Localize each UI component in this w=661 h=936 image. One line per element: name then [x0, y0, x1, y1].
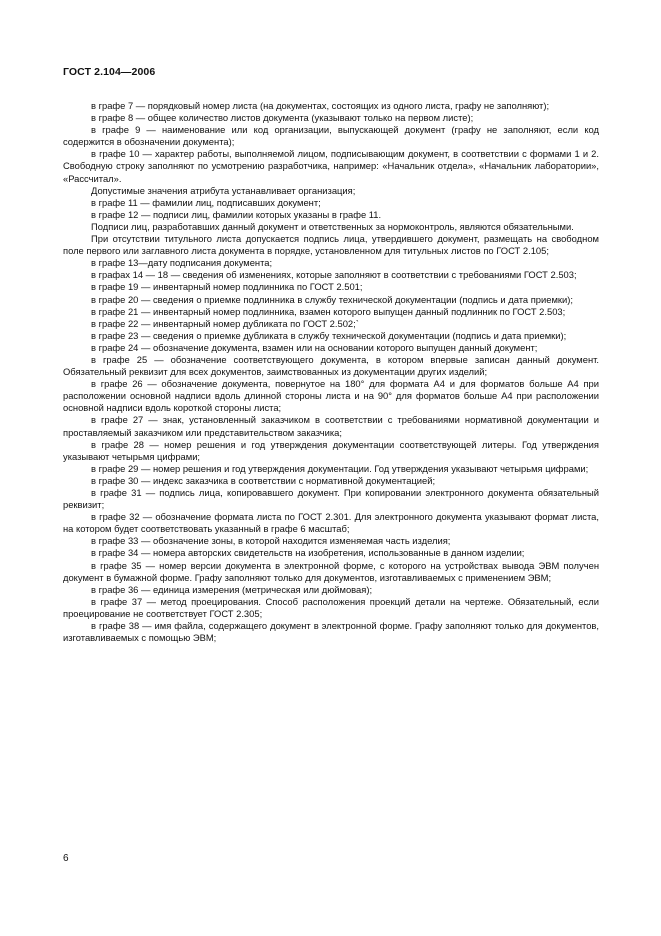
- paragraph: в графе 26 — обозначение документа, повернутое на 180° для формата А4 и для форматов больше А4 при расположении основной надписи вдоль длинной стороны листа и на 90° для форматов больше А4 при расположении основной надписи вдоль короткой стороны листа;: [63, 378, 599, 414]
- paragraph: в графе 35 — номер версии документа в электронной форме, с которого на устройствах вывода ЭВМ получен документ в бумажной форме. Графу заполняют только для документов, изготавливаемых с применением ЭВМ;: [63, 559, 599, 583]
- paragraph: в графе 7 — порядковый номер листа (на документах, состоящих из одного листа, графу не заполняют);: [91, 100, 550, 111]
- paragraph: в графе 30 — индекс заказчика в соответствии с нормативной документацией;: [91, 474, 436, 486]
- paragraph: в графе 31 — подпись лица, копировавшего документ. При копировании электронного документа обязательный реквизит;: [63, 487, 599, 511]
- paragraph: в графе 11 — фамилии лиц, подписавших документ;: [91, 196, 321, 208]
- paragraph: в графах 14 — 18 — сведения об изменениях, которые заполняют в соответствии с требованиями ГОСТ 2.503;: [91, 269, 577, 281]
- paragraph: в графе 36 — единица измерения (метрическая или дюймовая);: [91, 583, 373, 595]
- paragraph: При отсутствии титульного листа допускается подпись лица, утвердившего документ, размещать на свободном поле первого или заглавного листа документа в порядке, установленном для титульных листов по ГОСТ 2.105;: [63, 233, 599, 257]
- page-number: 6: [63, 853, 69, 864]
- paragraph: в графе 25 — обозначение соответствующего документа, в котором впервые записан данный документ. Обязательный реквизит для всех документов, заимствованных из документации других изделий;: [63, 353, 599, 378]
- paragraph: в графе 32 — обозначение формата листа по ГОСТ 2.301. Для электронного документа указывают формат листа, на котором будет соответствовать указанный в графе 6 масштаб;: [63, 511, 599, 535]
- paragraph: в графе 24 — обозначение документа, взамен или на основании которого выпущен данный документ;: [91, 341, 538, 353]
- paragraph: в графе 38 — имя файла, содержащего документ в электронной форме. Графу заполняют только для документов, изготавливаемых с помощью ЭВМ;: [63, 620, 599, 644]
- document-body: [63, 100, 599, 644]
- paragraph: в графе 29 — номер решения и год утверждения документации. Год утверждения указывают четырьмя цифрами;: [91, 462, 589, 474]
- paragraph: в графе 8 — общее количество листов документа (указывают только на первом листе);: [91, 112, 474, 124]
- paragraph: в графе 27 — знак, установленный заказчиком в соответствии с требованиями нормативной документации и проставляемый заказчиком или представительством заказчика;: [63, 414, 599, 438]
- paragraph: в графе 9 — наименование или код организации, выпускающей документ (графу не заполняют, если код содержится в обозначении документа);: [63, 124, 599, 148]
- paragraph: в графе 37 — метод проецирования. Способ расположения проекций детали на чертеже. Обязательный, если проецирование не соответствует ГОСТ 2.305;: [63, 595, 599, 619]
- paragraph: в графе 13—дату подписания документа;: [91, 257, 273, 269]
- paragraph: в графе 19 — инвентарный номер подлинника по ГОСТ 2.501;: [91, 281, 363, 293]
- paragraph: в графе 22 — инвентарный номер дубликата по ГОСТ 2.502;`: [91, 317, 359, 329]
- paragraph: Допустимые значения атрибута устанавливает организация;: [91, 184, 356, 196]
- document-code-header: ГОСТ 2.104—2006: [63, 66, 156, 78]
- paragraph: в графе 33 — обозначение зоны, в которой находится изменяемая часть изделия;: [91, 535, 451, 547]
- paragraph: в графе 10 — характер работы, выполняемой лицом, подписывающим документ, в соответствии с формами 1 и 2. Свободную строку заполняют по усмотрению разработчика, например: «Начальник отдела», «Начальник лаборатории», «Рассчитал».: [63, 148, 599, 184]
- paragraph: Подписи лиц, разработавших данный документ и ответственных за нормоконтроль, являются обязательными.: [91, 220, 574, 232]
- paragraph: в графе 20 — сведения о приемке подлинника в службу технической документации (подпись и дата приемки);: [91, 293, 573, 305]
- paragraph: в графе 21 — инвентарный номер подлинника, взамен которого выпущен данный подлинник по ГОСТ 2.503;: [91, 305, 566, 317]
- paragraph: в графе 34 — номера авторских свидетельств на изобретения, использованные в данном изделии;: [91, 547, 525, 559]
- paragraph: в графе 23 — сведения о приемке дубликата в службу технической документации (подпись и дата приемки);: [91, 329, 567, 341]
- paragraph: в графе 12 — подписи лиц, фамилии которых указаны в графе 11.: [91, 208, 382, 220]
- paragraph: в графе 28 — номер решения и год утверждения документации соответствующей литеры. Год утверждения указывают четырьмя цифрами;: [63, 438, 599, 462]
